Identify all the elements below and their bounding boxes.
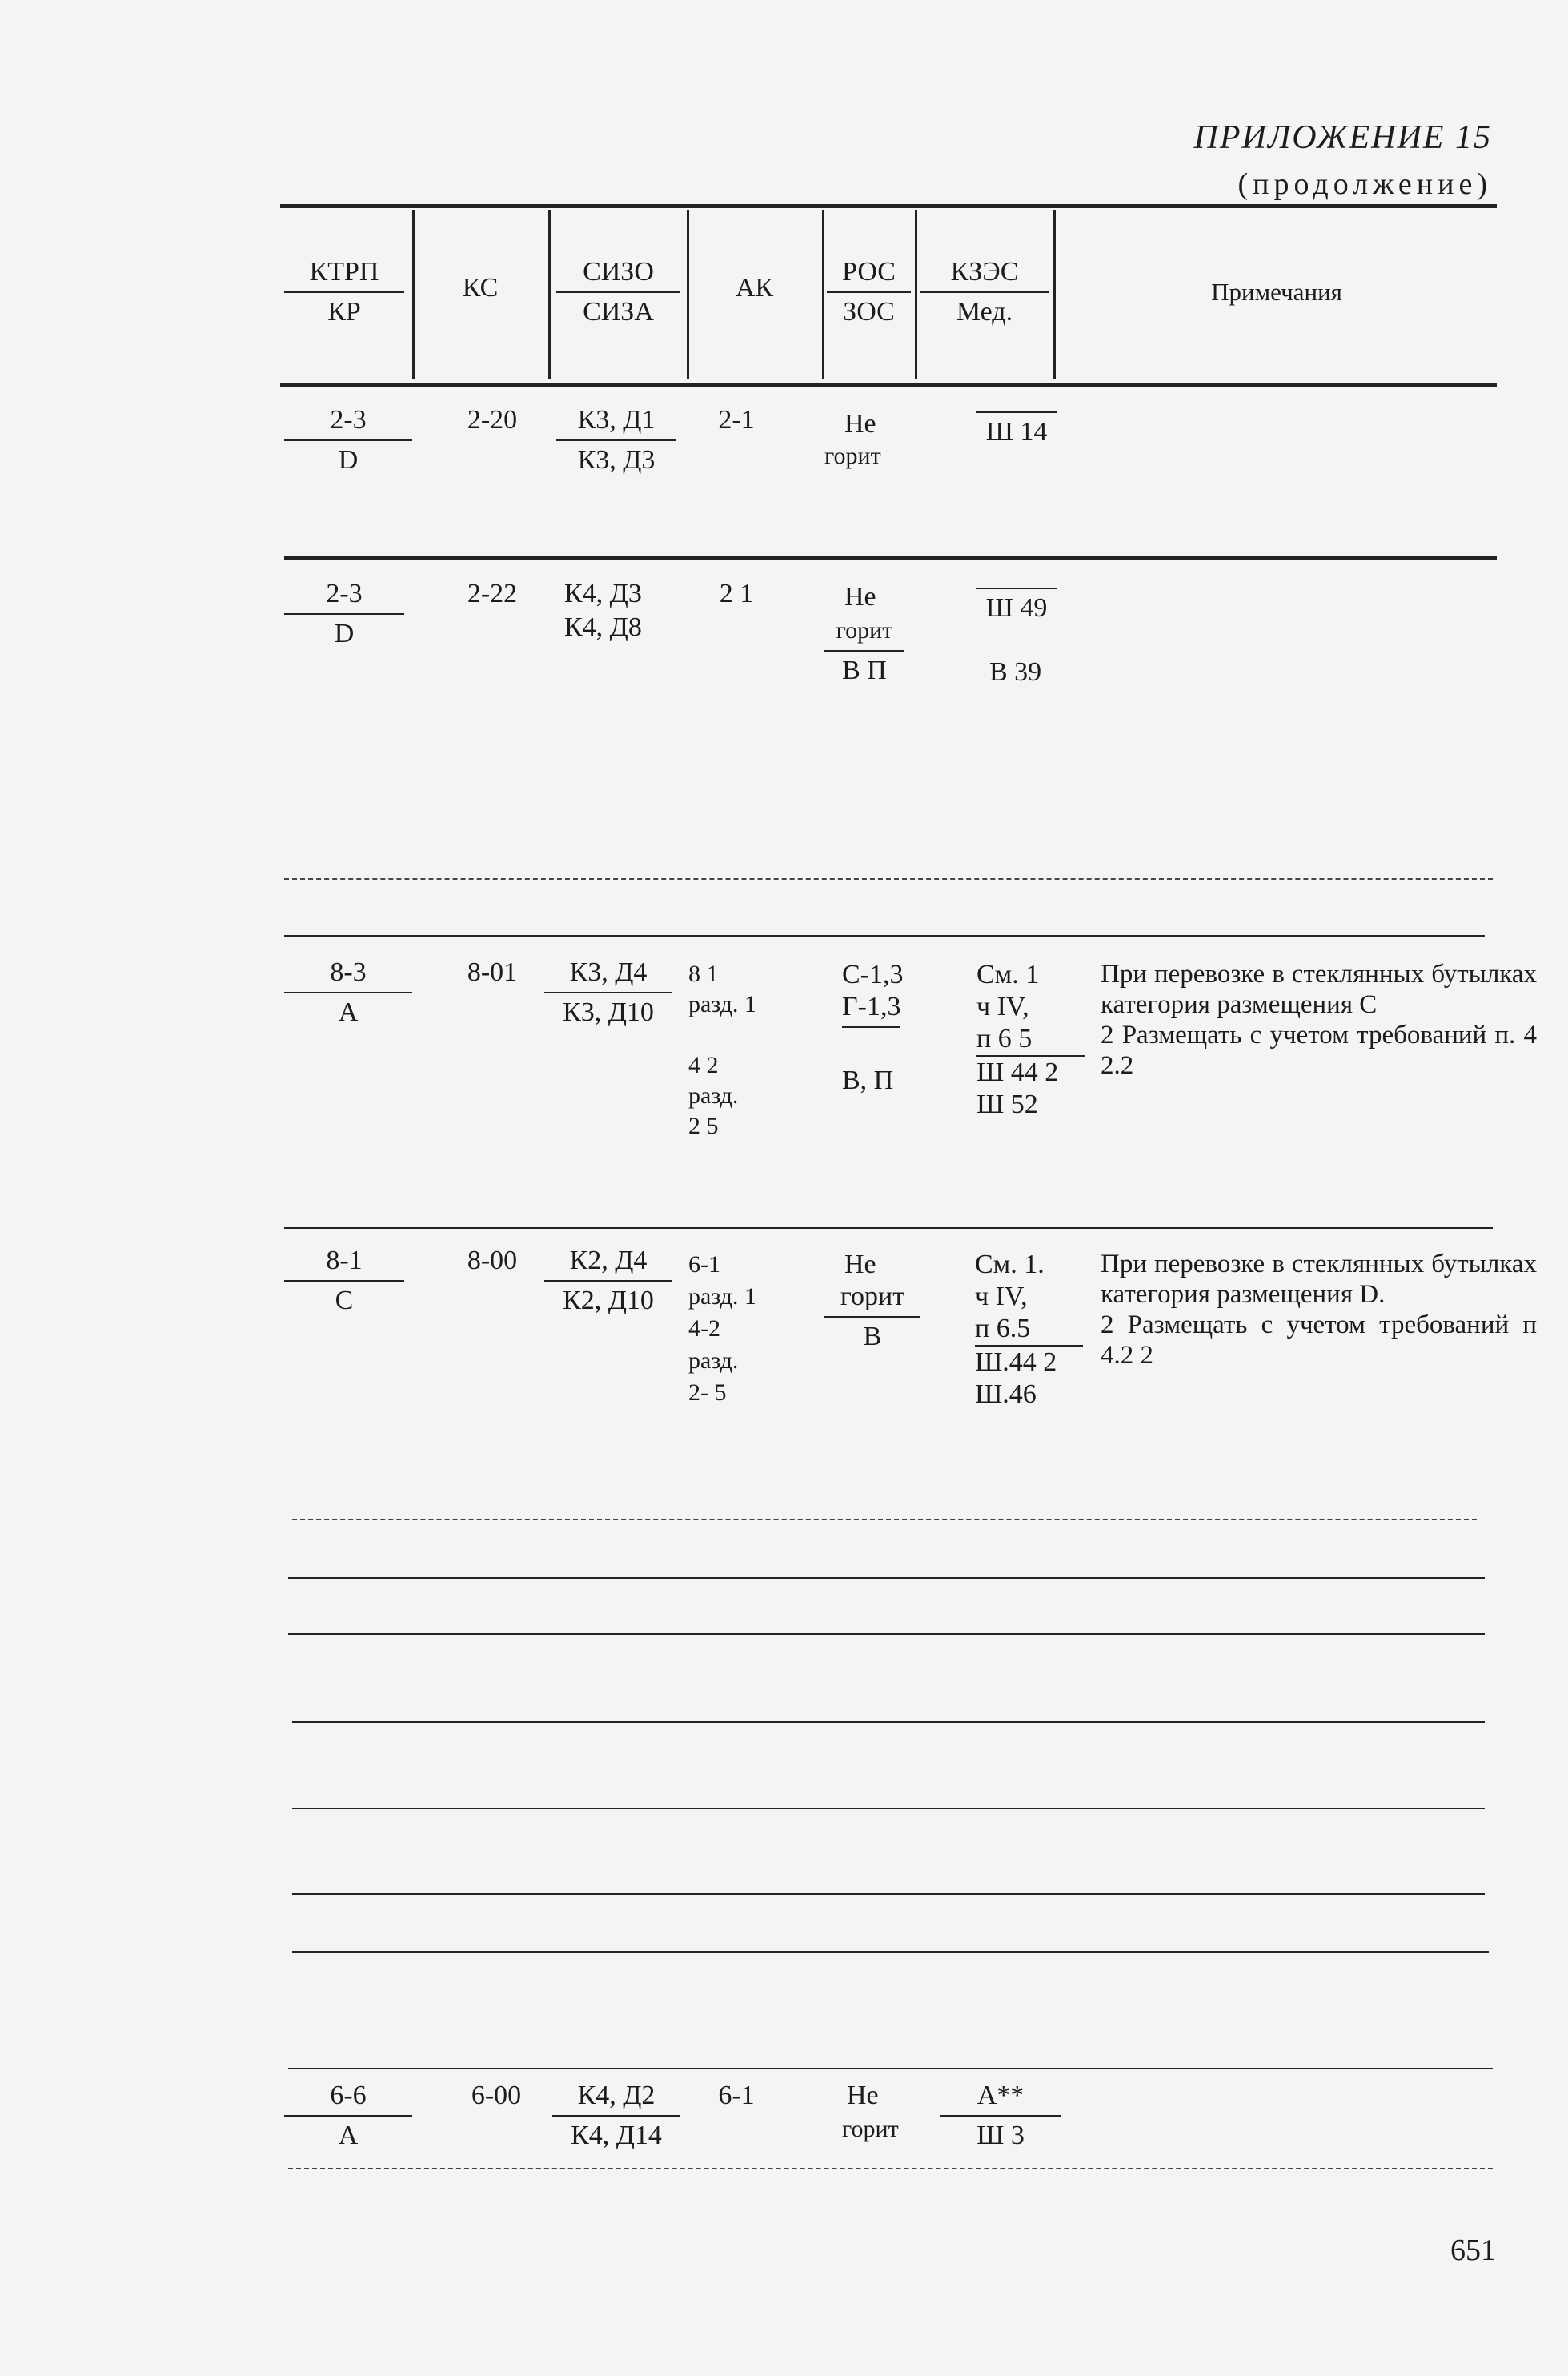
row3-sizo: К3, Д4 К3, Д10 — [544, 957, 672, 1029]
blank-row-line — [292, 1808, 1485, 1809]
row-divider — [284, 935, 1485, 937]
row4-ros: Не — [844, 1250, 876, 1279]
blank-row-line — [288, 1633, 1485, 1635]
header-divider — [822, 210, 824, 379]
col-header-ak: АК — [735, 273, 774, 303]
row2-ktrp: $\frac{2-3}{D}$ — [284, 578, 404, 650]
row5-ros-2: горит — [842, 2116, 899, 2142]
col-header-notes: Примечания — [1211, 278, 1342, 306]
row3-ak: 8 1 разд. 1 4 2 разд. 2 5 — [688, 961, 756, 1139]
col-header-kzes: КЗЭС Мед. — [920, 256, 1049, 328]
row1-kzes: Ш 14 — [976, 408, 1057, 448]
appendix-subtitle: (продолжение) — [1237, 167, 1492, 201]
row3-zos: В, П — [842, 1066, 894, 1095]
row-divider — [284, 556, 1497, 560]
header-divider — [915, 210, 917, 379]
blank-row-line — [292, 1721, 1485, 1723]
row2-siza: К4, Д8 — [564, 612, 642, 642]
row5-kzes: А** Ш 3 — [940, 2080, 1061, 2152]
header-divider — [1053, 210, 1056, 379]
row4-notes: При перевозке в стеклянных бутылках категория размещения D. 2 Размещать с учетом требований п 4.2 2 — [1101, 1250, 1537, 1370]
header-divider — [687, 210, 689, 379]
table-bottom-rule — [288, 2168, 1493, 2169]
row4-zos: горит В — [824, 1281, 920, 1353]
header-divider — [412, 210, 415, 379]
col-header-ks: КС — [462, 273, 499, 303]
blank-row-line — [292, 1951, 1489, 1953]
row3-kzes: См. 1 ч IV, п 6 5 Ш 44 2 Ш 52 — [976, 959, 1085, 1121]
row1-ktrp: $\frac{2-3}{D}$ — [284, 404, 412, 476]
row3-ks: 8-01 — [467, 957, 518, 987]
row5-sizo: К4, Д2 К4, Д14 — [552, 2080, 680, 2152]
row4-ak: 6-1 разд. 1 4-2 разд. 2- 5 — [688, 1251, 756, 1406]
row5-ktrp: 6-6 А — [284, 2080, 412, 2152]
page-number: 651 — [1450, 2234, 1496, 2267]
col-header-ktrp: КТРП КР — [284, 256, 404, 328]
row4-sizo: К2, Д4 К2, Д10 — [544, 1245, 672, 1317]
row1-ros: Не — [844, 409, 876, 439]
blank-row-line — [292, 1519, 1477, 1520]
blank-row-line — [284, 878, 1493, 880]
row3-ros: С-1,3 — [842, 960, 904, 989]
row1-ak: 2-1 — [718, 405, 755, 435]
row-divider — [284, 1227, 1493, 1229]
row2-zos: горит В П — [824, 615, 904, 687]
row2-ros: Не — [844, 582, 876, 612]
appendix-title: ПРИЛОЖЕНИЕ 15 — [1193, 119, 1492, 156]
row3-ros-2: Г-1,3 — [842, 991, 900, 1028]
blank-row-line — [292, 1893, 1485, 1895]
row4-kzes: См. 1. ч IV, п 6.5 Ш.44 2 Ш.46 — [975, 1249, 1083, 1411]
row2-sizo: К4, Д3 — [564, 579, 642, 608]
row3-ktrp: 8-3 А — [284, 957, 412, 1029]
row1-ros-2: горит — [824, 443, 881, 469]
blank-row-line — [288, 1577, 1485, 1579]
row4-ktrp: 8-1 С — [284, 1245, 404, 1317]
row5-ros: Не — [847, 2081, 879, 2110]
row2-ks: 2-22 — [467, 579, 518, 608]
table-header-bottom-rule — [280, 383, 1497, 387]
row2-ak: 2 1 — [719, 579, 754, 608]
table-top-rule — [280, 204, 1497, 208]
row3-notes: При перевозке в стеклянных бутылках категория размещения С 2 Размещать с учетом требований п. 4 2.2 — [1101, 960, 1537, 1080]
col-header-ros: РОС ЗОС — [827, 256, 911, 328]
row5-ks: 6-00 — [471, 2081, 522, 2110]
col-header-sizo: СИЗО СИЗА — [556, 256, 680, 328]
row5-ak: 6-1 — [718, 2081, 755, 2110]
row2-med-2: В 39 — [989, 657, 1042, 687]
row-divider — [288, 2068, 1493, 2069]
row1-ks: 2-20 — [467, 405, 518, 435]
row4-ks: 8-00 — [467, 1246, 518, 1275]
header-divider — [548, 210, 551, 379]
row2-kzes: Ш 49 — [976, 584, 1057, 624]
row1-sizo: К3, Д1 К3, Д3 — [556, 404, 676, 476]
